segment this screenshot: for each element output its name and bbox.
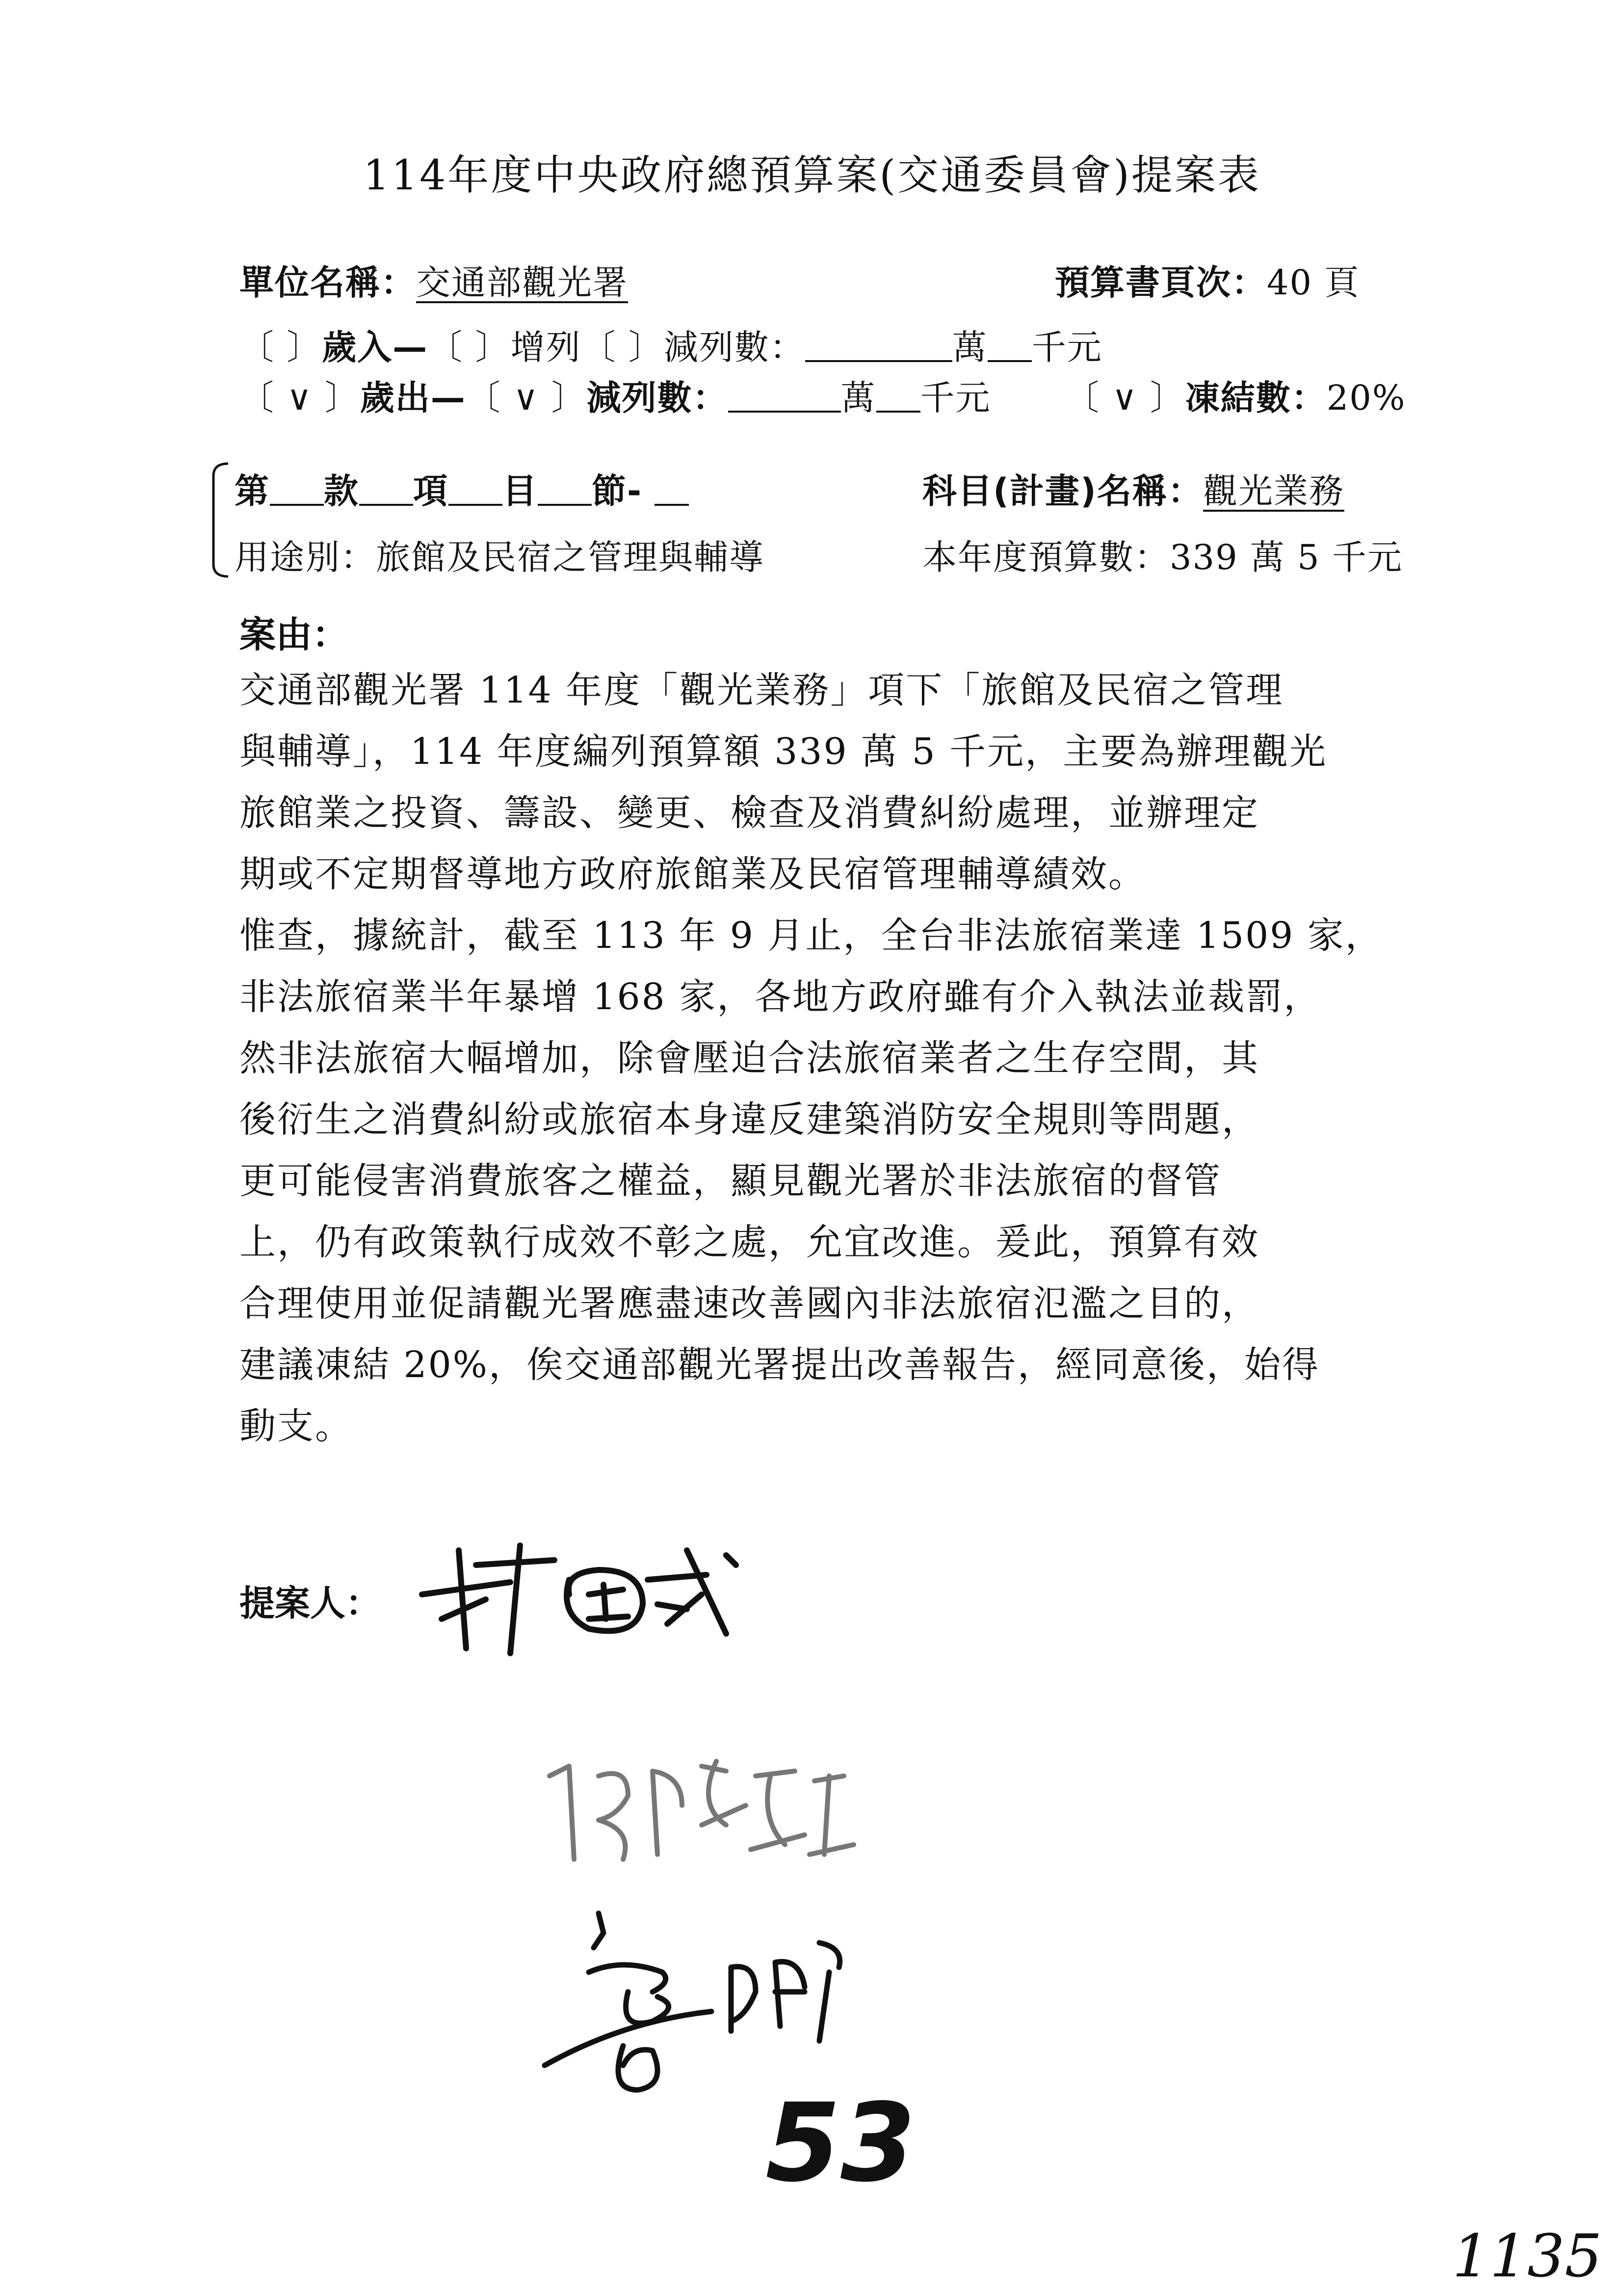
revenue-text: 〔 〕增列〔 〕減列數： (428, 327, 805, 367)
revenue-line (239, 320, 1102, 369)
unit-value: 交通部觀光署 (416, 262, 628, 303)
section-jie: 節- (592, 471, 643, 511)
proposer-label: 提案人： (239, 1583, 381, 1624)
page-number: 1135 (1452, 2222, 1602, 2291)
reason-line: 旅館業之投資、籌設、變更、檢查及消費糾紛處理，並辦理定 (239, 792, 1259, 834)
section-row (235, 464, 689, 513)
reason-line: 動支。 (239, 1405, 353, 1447)
reason-line: 然非法旅宿大幅增加，除會壓迫合法旅宿業者之生存空間，其 (239, 1037, 1259, 1079)
revenue-qian-blank (988, 331, 1032, 362)
kuan-blank (270, 474, 324, 506)
revenue-qian: 千元 (1031, 327, 1102, 367)
subject-row (922, 464, 1344, 513)
section-bracket (209, 461, 233, 579)
xiang-blank (359, 474, 413, 506)
budget-amount: 本年度預算數：339 萬 5 千元 (922, 537, 1403, 577)
reason-line: 惟查，據統計，截至 113 年 9 月止，全台非法旅宿業達 1509 家， (239, 914, 1383, 957)
revenue-label: 歲入— (322, 327, 428, 367)
section-kuan: 款 (324, 471, 359, 511)
section-xiang: 項 (413, 471, 448, 511)
expense-text: 減列數： (586, 378, 728, 418)
usage-text: 用途別：旅館及民宿之管理與輔導 (235, 537, 764, 577)
reason-line: 上，仍有政策執行成效不彰之處，允宜改進。爰此，預算有效 (239, 1221, 1259, 1263)
mu-blank (448, 474, 502, 506)
budget-page-row (1055, 255, 1360, 305)
section-mu: 目 (502, 471, 538, 511)
unit-label: 單位名稱： (239, 262, 416, 303)
proposer-signature (412, 1536, 765, 1663)
expense-wan: 萬 (840, 378, 876, 418)
freeze-value: 20% (1326, 378, 1406, 418)
reason-line: 建議凍結 20%，俟交通部觀光署提出改善報告，經同意後，始得 (239, 1344, 1320, 1386)
revenue-wan: 萬 (952, 327, 988, 367)
revenue-checkbox: 〔 〕 (239, 327, 322, 367)
budget-page-value: 40 頁 (1267, 262, 1360, 303)
pencil-signature (540, 1747, 864, 1874)
freeze-checkbox: 〔 ∨ 〕 (1065, 378, 1185, 418)
subject-label: 科目(計畫)名稱： (922, 471, 1203, 511)
budget-page-label: 預算書頁次： (1055, 262, 1267, 303)
expense-line (239, 370, 991, 420)
reason-line: 更可能侵害消費旅客之權益，顯見觀光署於非法旅宿的督管 (239, 1160, 1222, 1202)
reason-line: 期或不定期督導地方政府旅館業及民宿管理輔導績效。 (239, 853, 1146, 895)
reason-heading: 案由： (239, 614, 348, 656)
expense-checkbox: 〔 ∨ 〕 (239, 378, 360, 418)
expense-label: 歲出— (360, 378, 466, 418)
subject-value: 觀光業務 (1203, 471, 1344, 511)
handwritten-number: 53 (765, 2080, 916, 2206)
expense-qian-blank (876, 381, 920, 413)
expense-wan-blank (728, 381, 841, 413)
jie-sub-blank (655, 474, 689, 506)
reason-line: 與輔導」，114 年度編列預算額 339 萬 5 千元，主要為辦理觀光 (239, 731, 1328, 773)
revenue-wan-blank (805, 331, 952, 362)
unit-row (239, 255, 628, 305)
reason-line: 後衍生之消費糾紛或旅宿本身違反建築消防安全規則等問題， (239, 1098, 1259, 1141)
reason-line: 交通部觀光署 114 年度「觀光業務」項下「旅館及民宿之管理 (239, 669, 1284, 711)
form-title: 114年度中央政府總預算案(交通委員會)提案表 (363, 151, 1261, 199)
expense-mid-checkbox: 〔 ∨ 〕 (466, 378, 587, 418)
section-di: 第 (235, 471, 270, 511)
freeze-label: 凍結數： (1185, 378, 1327, 418)
expense-qian: 千元 (920, 378, 991, 418)
reason-line: 非法旅宿業半年暴增 168 家，各地方政府雖有介入執法並裁罰， (239, 976, 1322, 1018)
reason-line: 合理使用並促請觀光署應盡速改善國內非法旅宿氾濫之目的， (239, 1282, 1259, 1325)
jie-blank (538, 474, 592, 506)
freeze-row (1065, 370, 1406, 420)
reason-body (239, 660, 1446, 1457)
